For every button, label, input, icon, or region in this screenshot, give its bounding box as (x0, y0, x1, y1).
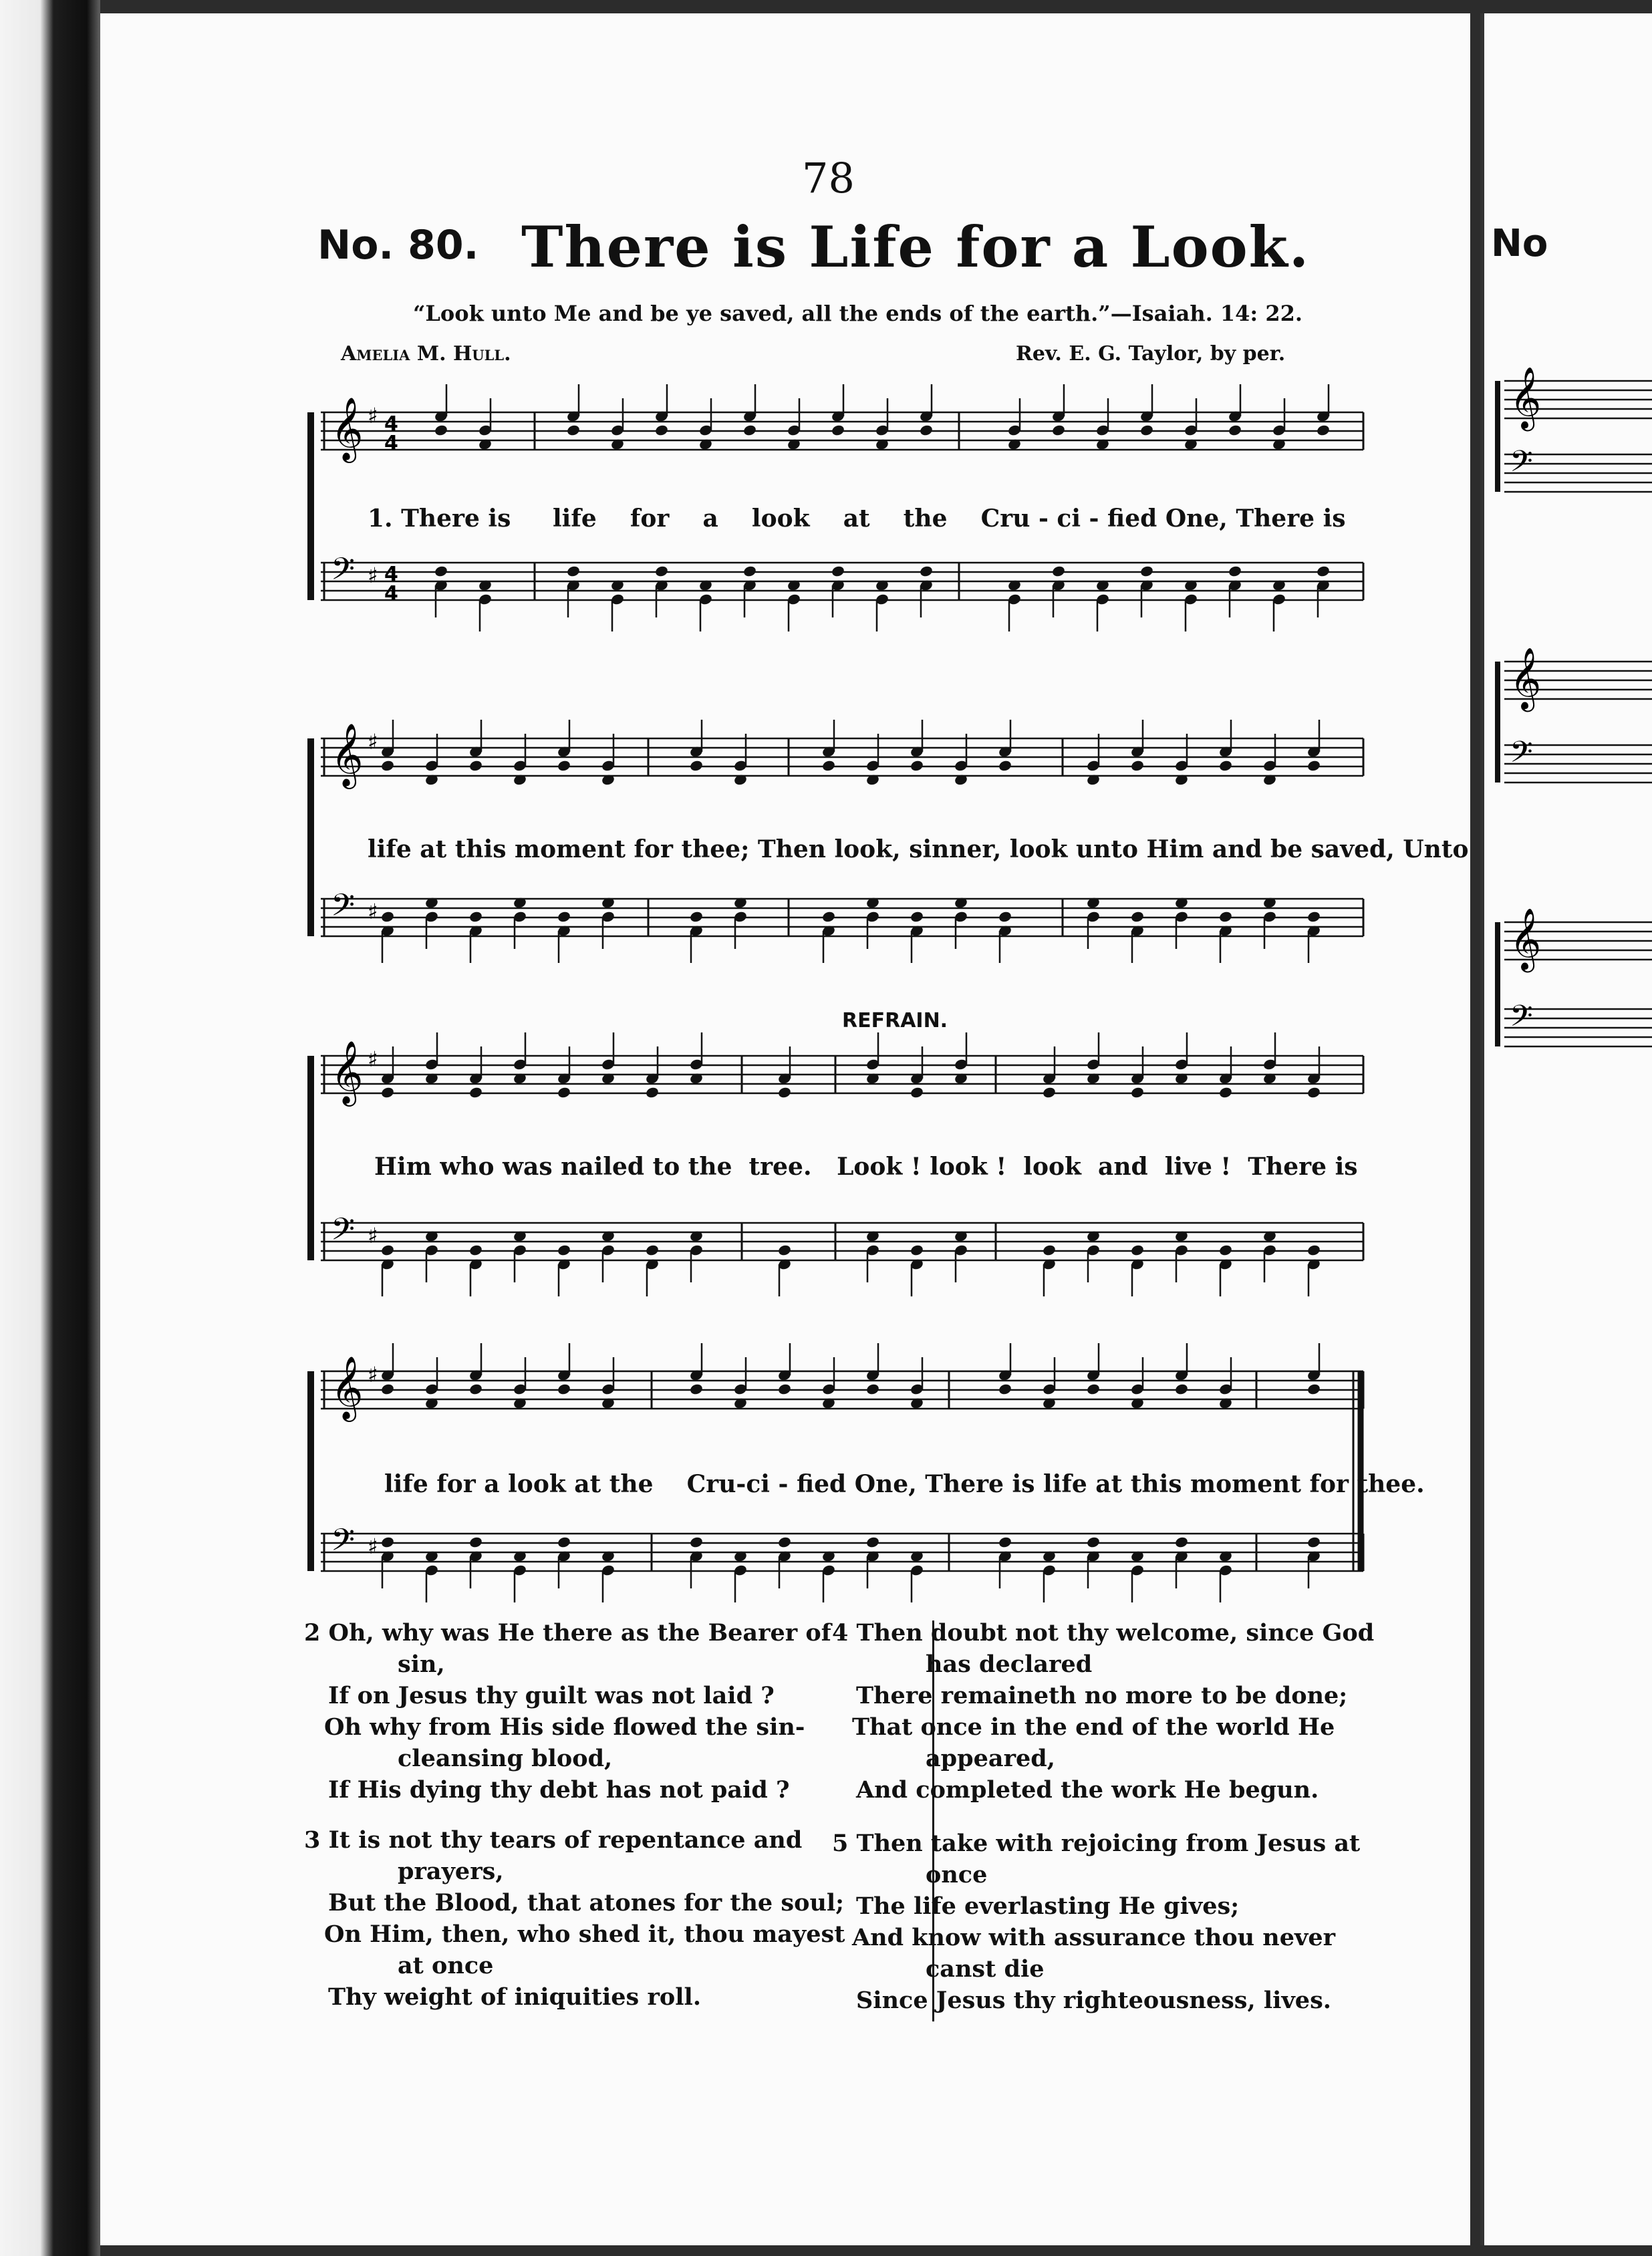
time-signature-bottom: 4 (384, 432, 398, 455)
time-signature-top: 4 (384, 563, 398, 586)
stanza-line: 2 Oh, why was He there as the Bearer of (304, 1619, 831, 1647)
notehead (1130, 759, 1145, 772)
hymnal-page (100, 13, 1470, 2245)
notehead (1306, 1244, 1321, 1256)
notehead (1086, 1383, 1101, 1395)
notehead (998, 1383, 1012, 1395)
notehead (1218, 759, 1233, 772)
stanza-line: canst die (926, 1955, 1045, 1983)
notehead (1130, 1086, 1145, 1099)
key-signature-sharp: ♯ (368, 1534, 378, 1559)
notehead (777, 1086, 792, 1099)
notehead (1218, 1086, 1233, 1099)
notehead (468, 759, 483, 772)
bass-clef: 𝄢 (1510, 734, 1533, 777)
notehead (557, 1536, 571, 1548)
notehead (1316, 565, 1331, 577)
bass-clef: 𝄢 (331, 1212, 356, 1255)
notehead (1306, 1536, 1321, 1548)
lyric-line-2: life at this moment for thee; Then look, sinner, look unto Him and be saved, Unto (368, 835, 1469, 863)
stanza-line: cleansing blood, (398, 1745, 613, 1772)
notehead (557, 1244, 571, 1256)
notehead (742, 565, 757, 577)
notehead (1218, 910, 1233, 923)
notehead (468, 1536, 483, 1548)
notehead (865, 1536, 880, 1548)
facing-page-edge (1480, 13, 1652, 2245)
notehead (1042, 1244, 1057, 1256)
page-number: 78 (802, 154, 855, 202)
notehead (910, 910, 924, 923)
stanza-line: If His dying thy debt has not paid ? (328, 1776, 790, 1804)
stanza-line: prayers, (398, 1858, 504, 1885)
notehead (865, 1383, 880, 1395)
notehead (380, 910, 395, 923)
treble-clef: 𝄞 (331, 1356, 364, 1419)
notehead (468, 1383, 483, 1395)
key-signature-sharp: ♯ (368, 899, 378, 924)
stanza-line: 4 Then doubt not thy welcome, since God (832, 1619, 1375, 1647)
notehead (919, 424, 934, 436)
stanza-line: 3 It is not thy tears of repentance and (304, 1826, 803, 1854)
key-signature-sharp: ♯ (368, 1362, 378, 1387)
notehead (434, 424, 448, 436)
stanza-line: That once in the end of the world He (852, 1713, 1335, 1741)
time-signature-bottom: 4 (384, 582, 398, 605)
notehead (689, 759, 704, 772)
notehead (821, 910, 836, 923)
refrain-label: REFRAIN. (842, 1009, 948, 1032)
notehead (1139, 424, 1154, 436)
stanza-line: On Him, then, who shed it, thou mayest (324, 1921, 845, 1948)
notehead (831, 565, 845, 577)
notehead (380, 1536, 395, 1548)
notehead (689, 1536, 704, 1548)
treble-clef: 𝄞 (331, 397, 364, 460)
notehead (998, 759, 1012, 772)
notehead (434, 565, 448, 577)
stanza-line: appeared, (926, 1745, 1055, 1772)
stanza-line: But the Blood, that atones for the soul; (328, 1889, 845, 1917)
notehead (910, 759, 924, 772)
treble-clef: 𝄞 (1510, 647, 1542, 709)
bass-clef: 𝄢 (1510, 998, 1533, 1040)
notehead (380, 1244, 395, 1256)
notehead (742, 424, 757, 436)
notehead (1306, 910, 1321, 923)
stanza-line: There remaineth no more to be done; (856, 1682, 1348, 1709)
notehead (1042, 1086, 1057, 1099)
notehead (1306, 1383, 1321, 1395)
notehead (1218, 1244, 1233, 1256)
notehead (566, 565, 581, 577)
stanza-5 (832, 1828, 1494, 2016)
stanza-line: sin, (398, 1651, 445, 1678)
notehead (777, 1244, 792, 1256)
lyric-line-1: 1. There is life for a look at the Cru - ci - fied One, There is (368, 505, 1346, 533)
stanza-line: Thy weight of iniquities roll. (328, 1983, 702, 2011)
next-hymn-number-fragment: No (1491, 222, 1548, 265)
notehead (998, 910, 1012, 923)
notehead (566, 424, 581, 436)
key-signature-sharp: ♯ (368, 403, 378, 428)
notehead (645, 1086, 660, 1099)
notehead (910, 1086, 924, 1099)
stanza-line: Since Jesus thy righteousness, lives. (856, 1987, 1331, 2014)
notehead (998, 1536, 1012, 1548)
notehead (468, 910, 483, 923)
stanza-line: once (926, 1861, 988, 1888)
notehead (919, 565, 934, 577)
notehead (654, 424, 669, 436)
notehead (777, 1383, 792, 1395)
treble-clef: 𝄞 (1510, 907, 1542, 970)
notehead (689, 1383, 704, 1395)
notehead (1130, 1244, 1145, 1256)
notehead (1174, 1383, 1189, 1395)
notehead (777, 1536, 792, 1548)
notehead (689, 910, 704, 923)
stanza-line: And know with assurance thou never (852, 1924, 1336, 1951)
notehead (557, 1383, 571, 1395)
music-notation (100, 13, 1470, 1617)
bass-clef: 𝄢 (331, 1522, 356, 1566)
notehead (380, 1086, 395, 1099)
notehead (1139, 565, 1154, 577)
stanza-line: has declared (926, 1651, 1093, 1678)
bass-clef: 𝄢 (331, 551, 356, 595)
notehead (557, 910, 571, 923)
notehead (1174, 1536, 1189, 1548)
stanza-line: Oh why from His side flowed the sin- (324, 1713, 805, 1741)
notehead (468, 1086, 483, 1099)
notehead (831, 424, 845, 436)
key-signature-sharp: ♯ (368, 563, 378, 588)
notehead (468, 1244, 483, 1256)
notehead (380, 1383, 395, 1395)
stanza-line: 5 Then take with rejoicing from Jesus at (832, 1830, 1361, 1857)
notehead (557, 1086, 571, 1099)
stanza-line: at once (398, 1952, 494, 1979)
key-signature-sharp: ♯ (368, 1046, 378, 1072)
treble-clef: 𝄞 (1510, 366, 1542, 428)
notehead (380, 759, 395, 772)
bass-clef: 𝄢 (1510, 444, 1533, 486)
notehead (1316, 424, 1331, 436)
notehead (557, 759, 571, 772)
bass-clef: 𝄢 (331, 887, 356, 931)
treble-clef: 𝄞 (331, 723, 364, 787)
author-credit: Amelia M. Hull. (341, 342, 511, 366)
hymn-title: There is Life for a Look. (521, 214, 1311, 280)
notehead (1086, 1536, 1101, 1548)
notehead (910, 1244, 924, 1256)
notehead (645, 1244, 660, 1256)
composer-credit: Rev. E. G. Taylor, by per. (1016, 342, 1286, 366)
stanza-line: The life everlasting He gives; (856, 1892, 1240, 1920)
key-signature-sharp: ♯ (368, 729, 378, 754)
hymn-number: No. 80. (317, 222, 479, 269)
key-signature-sharp: ♯ (368, 1223, 378, 1248)
stanza-line: And completed the work He begun. (856, 1776, 1319, 1804)
scripture-epigraph: “Look unto Me and be ye saved, all the ends of the earth.”—Isaiah. 14: 22. (413, 301, 1303, 326)
book-spine (0, 0, 100, 2256)
stanza-line: If on Jesus thy guilt was not laid ? (328, 1682, 775, 1709)
notehead (1130, 910, 1145, 923)
notehead (1306, 1086, 1321, 1099)
notehead (821, 759, 836, 772)
lyric-line-3: Him who was nailed to the tree. Look ! look ! look and live ! There is (374, 1153, 1358, 1181)
notehead (1051, 565, 1066, 577)
notehead (1228, 424, 1242, 436)
notehead (1051, 424, 1066, 436)
notehead (654, 565, 669, 577)
facing-page-music-fragment (1484, 13, 1652, 1216)
notehead (1228, 565, 1242, 577)
stanza-4 (832, 1617, 1494, 1806)
time-signature-top: 4 (384, 412, 398, 436)
notehead (1306, 759, 1321, 772)
treble-clef: 𝄞 (331, 1040, 364, 1104)
lyric-line-4: life for a look at the Cru-ci - fied One, There is life at this moment for thee. (384, 1470, 1425, 1498)
